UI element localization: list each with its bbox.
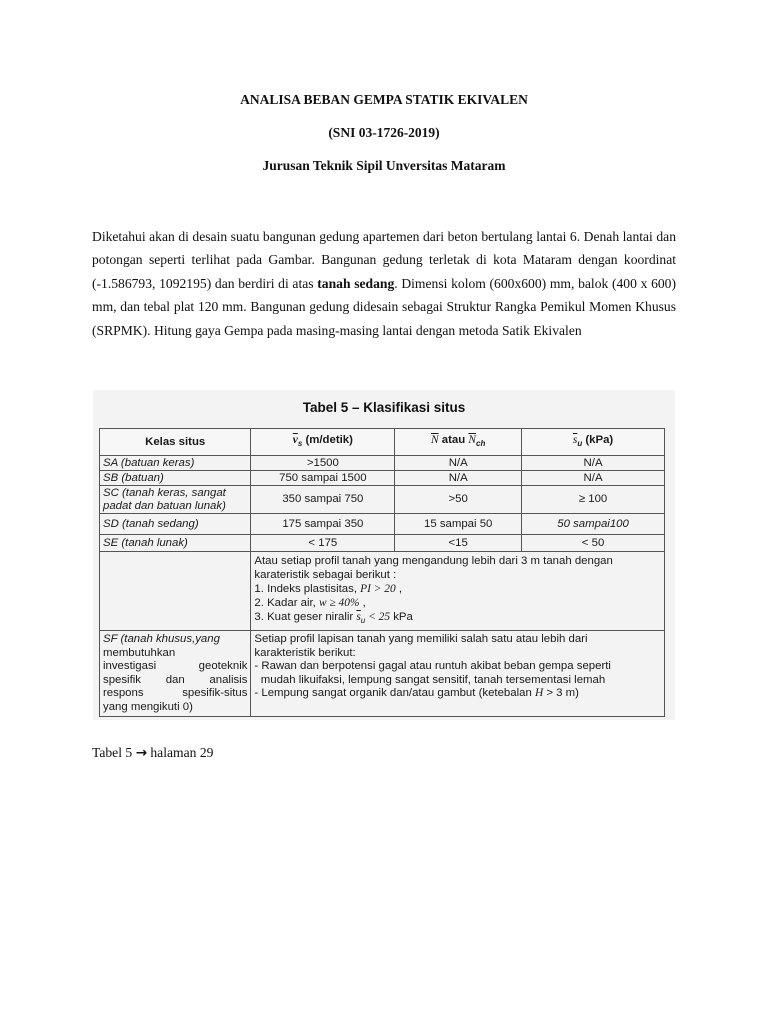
- kelas-line: padat dan batuan lunak): [103, 499, 226, 512]
- se-item-end: ,: [395, 583, 403, 595]
- sf-kelas-line: SF (tanah khusus,yang: [103, 633, 220, 645]
- cell-su: N/A: [522, 456, 665, 471]
- cell-kelas: SD (tanah sedang): [100, 514, 251, 535]
- se-item-math: PI > 20: [360, 583, 396, 595]
- cell-su: 50 sampai100: [522, 514, 665, 535]
- site-classification-table-image: [93, 390, 675, 720]
- table-row: [100, 535, 665, 552]
- cell-n: <15: [395, 535, 522, 552]
- table-row: [100, 514, 665, 535]
- paragraph-text-part2: . Dimensi kolom (600x600) mm, balok (400 x 600) mm, dan tebal plat 120 mm. Bangunan gedung didesain sebagai Struktur Rangka Pemikul Momen Khusus (SRPMK). Hitung gaya Gempa pada masing-masing lantai dengan metoda Satik Ekivalen: [92, 275, 677, 338]
- table-title: Tabel 5 – Klasifikasi situs: [302, 400, 466, 415]
- n-mid-text: atau: [438, 433, 469, 446]
- standard-reference: (SNI 03-1726-2019): [328, 125, 440, 140]
- se-item-math: w ≥ 40%: [319, 597, 360, 609]
- cell-sf-kelas: [100, 631, 251, 717]
- sf-kelas-line: investigasi geoteknik: [103, 660, 248, 672]
- se-item-math-sub: u: [360, 616, 366, 625]
- paragraph-bold-soil: tanah sedang: [317, 275, 395, 291]
- footer-prefix: Tabel 5: [92, 745, 136, 760]
- problem-paragraph: [92, 225, 676, 342]
- header-n: [395, 429, 522, 456]
- se-item-label: 2. Kadar air,: [254, 597, 320, 609]
- table-row-se-extra: [100, 552, 665, 631]
- table-row: [100, 471, 665, 486]
- header-kelas: Kelas situs: [100, 429, 251, 456]
- se-intro-line: karateristik sebagai berikut :: [254, 569, 397, 581]
- nch-subscript: ch: [476, 438, 486, 448]
- footer-suffix: halaman 29: [146, 745, 214, 760]
- table-page-reference: [92, 745, 213, 761]
- table-row: [100, 486, 665, 514]
- n-symbol: $\overline{N}$: [431, 433, 439, 446]
- su-symbol: $\overline{s}$: [572, 433, 578, 446]
- sf-desc-line: Setiap profil lapisan tanah yang memiliki salah satu atau lebih dari: [254, 633, 588, 645]
- su-subscript: u: [577, 438, 583, 448]
- arrow-right-icon: →: [135, 745, 147, 761]
- su-unit: (kPa): [582, 433, 614, 446]
- se-item-end: ,: [359, 597, 366, 609]
- se-item-math-rest: < 25: [365, 611, 391, 623]
- table-row-sf: [100, 631, 665, 717]
- vs-unit: (m/detik): [302, 433, 353, 446]
- paragraph-text-part1: Diketahui akan di desain suatu bangunan gedung apartemen dari beton bertulang lantai 6. Denah lantai dan potongan seperti terlihat pada Gambar. Bangunan gedung terletak di kota Mataram dengan koordinat (-1.586793, 1092195) dan berdiri di atas: [92, 229, 676, 291]
- se-item: [254, 582, 661, 596]
- cell-su: < 50: [522, 535, 665, 552]
- sf-kelas-line: yang mengikuti 0): [103, 700, 193, 713]
- cell-se-description: [251, 552, 665, 631]
- se-item: [254, 610, 661, 628]
- cell-vs: 175 sampai 350: [251, 514, 395, 535]
- cell-kelas: [100, 486, 251, 514]
- cell-n: N/A: [395, 471, 522, 486]
- se-item-label: 1. Indeks plastisitas,: [254, 583, 361, 595]
- header-su: [522, 429, 665, 456]
- se-item-end: kPa: [390, 611, 413, 623]
- se-item-math-s: $\overline{s}$: [356, 611, 361, 623]
- vs-subscript: s: [297, 438, 303, 448]
- document-title: ANALISA BEBAN GEMPA STATIK EKIVALEN: [240, 92, 528, 107]
- cell-vs: 350 sampai 750: [251, 486, 395, 514]
- sf-kelas-line: membutuhkan: [103, 646, 176, 659]
- sf-bullet-line: - Rawan dan berpotensi gagal atau runtuh akibat beban gempa seperti: [254, 660, 611, 672]
- cell-su: N/A: [522, 471, 665, 486]
- sf-desc-line: karakteristik berikut:: [254, 646, 356, 659]
- cell-kelas: SB (batuan): [100, 471, 251, 486]
- cell-vs: >1500: [251, 456, 395, 471]
- table-header-row: [100, 429, 665, 456]
- cell-empty: [100, 552, 251, 631]
- cell-su: ≥ 100: [522, 486, 665, 514]
- sf-bullet-line: mudah likuifaksi, lempung sangat sensitif, tanah tersementasi lemah: [254, 673, 606, 686]
- vs-symbol: $\overline{v}$: [292, 433, 298, 446]
- se-item: [254, 596, 661, 610]
- nch-symbol: $\overline{N}$: [468, 433, 476, 446]
- cell-vs: < 175: [251, 535, 395, 552]
- sf-kelas-line: spesifik dan analisis: [103, 673, 248, 686]
- sf-bullet-line: [254, 687, 661, 701]
- cell-vs: 750 sampai 1500: [251, 471, 395, 486]
- table-row: [100, 456, 665, 471]
- cell-n: N/A: [395, 456, 522, 471]
- header-vs: [251, 429, 395, 456]
- department-name: Jurusan Teknik Sipil Unversitas Mataram: [262, 158, 506, 173]
- se-intro-line: Atau setiap profil tanah yang mengandung lebih dari 3 m tanah dengan: [254, 555, 613, 567]
- se-item-label: 3. Kuat geser niralir: [254, 611, 357, 623]
- kelas-line: SC (tanah keras, sangat: [103, 487, 226, 499]
- cell-kelas: SA (batuan keras): [100, 456, 251, 471]
- cell-n: >50: [395, 486, 522, 514]
- sf-bullet-text: - Lempung sangat organik dan/atau gambut (ketebalan: [254, 687, 535, 699]
- sf-bullet-math: H: [534, 687, 544, 699]
- cell-sf-description: [251, 631, 665, 717]
- cell-kelas: SE (tanah lunak): [100, 535, 251, 552]
- site-classification-table: [99, 428, 665, 717]
- sf-bullet-text: > 3 m): [543, 687, 579, 699]
- sf-kelas-line: respons spesifik-situs: [103, 687, 248, 699]
- cell-n: 15 sampai 50: [395, 514, 522, 535]
